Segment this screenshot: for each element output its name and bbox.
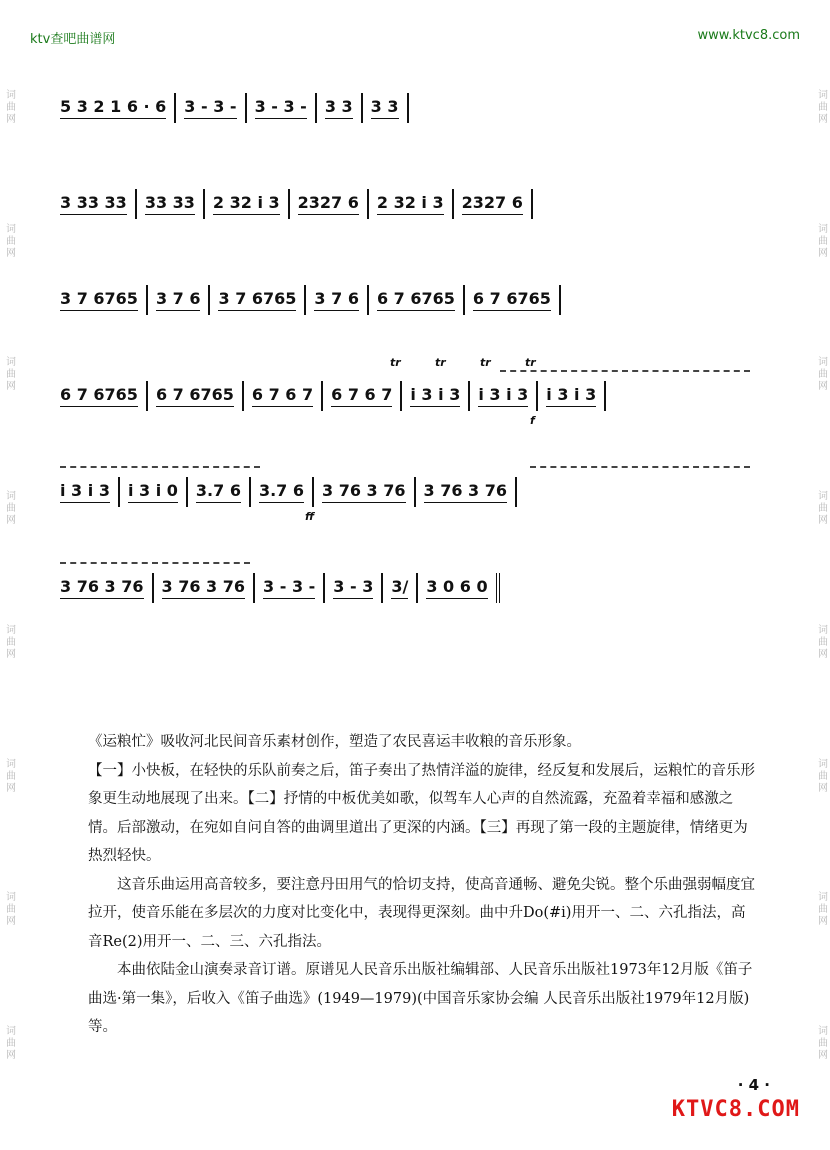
barline (118, 477, 120, 507)
barline (515, 477, 517, 507)
score-row (60, 444, 760, 540)
watermark-top-left: ktv查吧曲谱网 (30, 32, 116, 47)
dynamic-mark: ff (305, 510, 315, 523)
measure-notes: i 3 i 3 (546, 385, 596, 407)
page-number: · 4 · (737, 1076, 770, 1094)
paragraph: 《运粮忙》吸收河北民间音乐素材创作，塑造了农民喜运丰收粮的音乐形象。 (88, 734, 581, 750)
measure (462, 193, 523, 215)
side-watermark: 词曲网 (3, 356, 15, 393)
final-barline (496, 573, 503, 603)
measure-notes: 3 - 3 - (263, 577, 315, 599)
barline (288, 189, 290, 219)
barline (407, 93, 409, 123)
score-row (60, 540, 760, 636)
barline (135, 189, 137, 219)
octave-dashed-line (500, 370, 750, 372)
measure-notes: i 3 i 0 (128, 481, 178, 503)
barline (315, 93, 317, 123)
measure (252, 385, 313, 407)
measure (162, 577, 246, 599)
barline (416, 573, 418, 603)
paragraph: 【一】小快板，在轻快的乐队前奏之后，笛子奏出了热情洋溢的旋律，经反复和发展后，运粮忙的音乐形象更生动地展现了出来。【二】抒情的中板优美如歌，似驾车人心声的自然流露，充盈着幸福和感激之情。后部激动，在宛如自问自答的曲调里道出了更深的内涵。【三】再现了第一段的主题旋律，情绪更为热烈轻快。 (88, 762, 755, 864)
measure-notes: 3 76 3 76 (322, 481, 406, 503)
measure (391, 577, 408, 599)
side-watermark: 词曲网 (3, 1025, 15, 1062)
measure-notes: 2327 6 (462, 193, 523, 215)
measure (331, 385, 392, 407)
side-watermark: 词曲网 (815, 356, 827, 393)
trill-mark: tr (390, 356, 401, 369)
measure (60, 289, 138, 311)
measure (410, 385, 460, 407)
barline (381, 573, 383, 603)
measure (478, 385, 528, 407)
measure (156, 385, 234, 407)
side-watermark: 词曲网 (815, 222, 827, 259)
barline (452, 189, 454, 219)
side-watermark: 词曲网 (815, 490, 827, 527)
measure-notes: 3 7 6 (156, 289, 201, 311)
measure-notes: 2 32 i 3 (377, 193, 444, 215)
measure-notes: 3 7 6765 (218, 289, 296, 311)
score-row (60, 156, 760, 252)
watermark-bottom-right: KTVC8.COM (671, 1097, 800, 1122)
measure-notes: 3.7 6 (196, 481, 241, 503)
measure (196, 481, 241, 503)
measure (371, 97, 399, 119)
score-row (60, 348, 760, 444)
measure-notes: 6 7 6 7 (331, 385, 392, 407)
measure (145, 193, 195, 215)
measure (156, 289, 201, 311)
measure-notes: 6 7 6765 (60, 385, 138, 407)
barline (304, 285, 306, 315)
barline (414, 477, 416, 507)
side-watermark: 词曲网 (3, 757, 15, 794)
measure-notes: 3 - 3 (333, 577, 373, 599)
barline (152, 573, 154, 603)
barline (203, 189, 205, 219)
measure-notes: 6 7 6 7 (252, 385, 313, 407)
measure-notes: 3 33 33 (60, 193, 127, 215)
barline (208, 285, 210, 315)
measure-notes: 3 - 3 - (255, 97, 307, 119)
measure (218, 289, 296, 311)
measure-notes: 2 32 i 3 (213, 193, 280, 215)
barline (146, 285, 148, 315)
trill-mark: tr (435, 356, 446, 369)
measure (298, 193, 359, 215)
measure (377, 289, 455, 311)
barline (245, 93, 247, 123)
side-watermark: 词曲网 (815, 88, 827, 125)
barline (604, 381, 606, 411)
side-watermark: 词曲网 (3, 88, 15, 125)
measure-notes: 3.7 6 (259, 481, 304, 503)
side-watermark: 词曲网 (3, 490, 15, 527)
barline (242, 381, 244, 411)
measure (263, 577, 315, 599)
barline (361, 93, 363, 123)
trill-mark: tr (480, 356, 491, 369)
barline (174, 93, 176, 123)
measure (259, 481, 304, 503)
measure (377, 193, 444, 215)
octave-dashed-line (60, 466, 260, 468)
side-watermark: 词曲网 (3, 891, 15, 928)
measure-notes: 3 76 3 76 (162, 577, 246, 599)
measure (60, 97, 166, 119)
side-watermark: 词曲网 (815, 1025, 827, 1062)
measure-notes: 6 7 6765 (156, 385, 234, 407)
side-watermark: 词曲网 (815, 891, 827, 928)
octave-dashed-line (60, 562, 250, 564)
measure (546, 385, 596, 407)
barline (146, 381, 148, 411)
measure-notes: 3 - 3 - (184, 97, 236, 119)
score-row (60, 60, 760, 156)
score-row (60, 252, 760, 348)
measure-notes: 3/ (391, 577, 408, 599)
paragraph: 这音乐曲运用高音较多，要注意丹田用气的恰切支持，使高音通畅、避免尖锐。整个乐曲强弱幅度宜拉开，使音乐能在多层次的力度对比变化中，表现得更深刻。曲中升Do(#i)用开一、二、六孔指法，高音Re(2)用开一、二、三、六孔指法。 (88, 876, 755, 950)
dynamic-mark: f (530, 414, 535, 427)
measure-notes: 3 7 6 (314, 289, 359, 311)
measure (184, 97, 236, 119)
measure-notes: 3 0 6 0 (426, 577, 487, 599)
measure-notes: 5 3 2 1 6 · 6 (60, 97, 166, 119)
barline (367, 285, 369, 315)
measure-notes: 3 3 (325, 97, 353, 119)
side-watermark: 词曲网 (815, 757, 827, 794)
barline (253, 573, 255, 603)
measure-notes: 3 76 3 76 (60, 577, 144, 599)
measure (128, 481, 178, 503)
paragraph: 本曲依陆金山演奏录音订谱。原谱见人民音乐出版社编辑部、人民音乐出版社1973年12月版《笛子曲选·第一集》，后收入《笛子曲选》(1949—1979)(中国音乐家协会编 人民音乐出版社1979年12月版)等。 (88, 962, 753, 1035)
measure-notes: 6 7 6765 (473, 289, 551, 311)
measure (60, 481, 110, 503)
left-watermark-strip (0, 0, 18, 1150)
measure (60, 577, 144, 599)
measure (60, 385, 138, 407)
measure (255, 97, 307, 119)
barline (249, 477, 251, 507)
measure (424, 481, 508, 503)
measure-notes: 3 3 (371, 97, 399, 119)
barline (186, 477, 188, 507)
side-watermark: 词曲网 (3, 623, 15, 660)
barline (463, 285, 465, 315)
barline (559, 285, 561, 315)
measure (60, 193, 127, 215)
barline (323, 573, 325, 603)
barline (312, 477, 314, 507)
measure (322, 481, 406, 503)
barline (400, 381, 402, 411)
barline (468, 381, 470, 411)
measure-notes: 3 7 6765 (60, 289, 138, 311)
measure (333, 577, 373, 599)
measure-notes: i 3 i 3 (478, 385, 528, 407)
measure (426, 577, 487, 599)
measure (213, 193, 280, 215)
barline (536, 381, 538, 411)
measure (473, 289, 551, 311)
side-watermark: 词曲网 (3, 222, 15, 259)
barline (531, 189, 533, 219)
right-watermark-strip (812, 0, 830, 1150)
measure-notes: 2327 6 (298, 193, 359, 215)
barline (321, 381, 323, 411)
watermark-top-right: www.ktvc8.com (697, 28, 800, 43)
octave-dashed-line (530, 466, 750, 468)
measure-notes: 6 7 6765 (377, 289, 455, 311)
jianpu-score (60, 60, 760, 636)
measure-notes: 33 33 (145, 193, 195, 215)
description-text (88, 728, 758, 1042)
measure-notes: 3 76 3 76 (424, 481, 508, 503)
measure-notes: i 3 i 3 (60, 481, 110, 503)
measure (325, 97, 353, 119)
side-watermark: 词曲网 (815, 623, 827, 660)
measure-notes: i 3 i 3 (410, 385, 460, 407)
measure (314, 289, 359, 311)
trill-mark: tr (525, 356, 536, 369)
barline (367, 189, 369, 219)
